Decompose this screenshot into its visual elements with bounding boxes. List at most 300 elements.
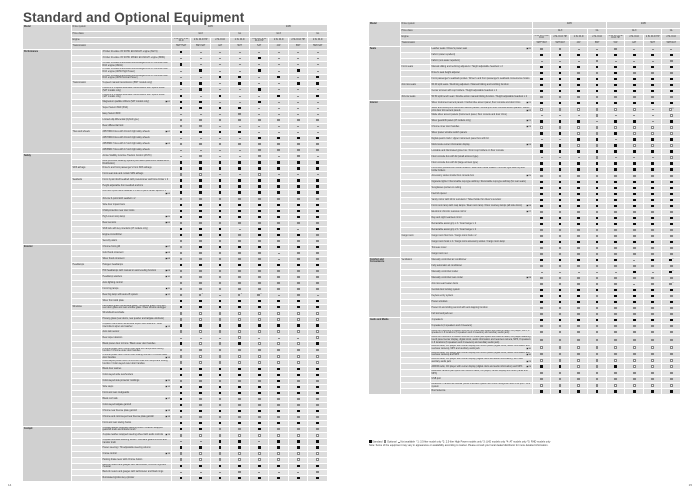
item-text: 5-speed manual transmission (5MT models only) <box>102 82 153 85</box>
optional-mark-icon <box>316 234 319 237</box>
availability-cell <box>606 389 625 395</box>
optional-mark-icon <box>297 330 300 333</box>
optional-mark-icon <box>596 156 599 159</box>
standard-mark-icon <box>577 295 580 298</box>
not-available-mark-icon <box>297 64 299 65</box>
not-available-mark-icon <box>278 156 280 157</box>
item-text: Manually controlled rear cooler <box>431 276 463 279</box>
optional-mark-icon <box>316 149 319 152</box>
not-available-mark-icon <box>615 115 617 116</box>
item-text: Multi-mode center information display <box>431 144 470 147</box>
standard-mark-icon <box>316 185 319 188</box>
optional-mark-icon <box>540 211 543 214</box>
item-text: 50:50 split bench seat / Double action manual folding function / Height adjustable headrest x 2 <box>431 96 528 99</box>
optional-mark-icon <box>219 349 222 352</box>
optional-mark-icon <box>670 114 673 117</box>
not-available-mark-icon <box>219 58 221 59</box>
item-text: 265/70R16 tires with 16-inch light alloy wheels <box>102 131 150 134</box>
standard-mark-icon <box>670 102 673 105</box>
item-text: Keyless entry system <box>431 294 454 297</box>
standard-mark-icon <box>540 150 543 153</box>
not-available-mark-icon <box>278 126 280 127</box>
not-available-mark-icon <box>633 260 635 261</box>
camera-ref-icon: ▣23 <box>526 126 531 129</box>
section-label: Comfort and Convenience <box>369 257 400 317</box>
standard-mark-icon <box>238 446 241 449</box>
standard-mark-icon <box>199 374 202 377</box>
item-text: Front room lamp with map lamps / Rear room lamp / Door courtesy lamps (all side doors) <box>431 204 523 207</box>
not-available-mark-icon <box>278 132 280 133</box>
optional-mark-icon <box>633 359 636 362</box>
standard-mark-icon <box>277 446 280 449</box>
optional-mark-icon <box>577 72 580 75</box>
standard-mark-icon <box>199 216 202 219</box>
not-available-mark-icon <box>297 77 299 78</box>
standard-mark-icon <box>199 264 202 267</box>
transmission-cell: 5AT <box>606 40 625 46</box>
optional-mark-icon <box>559 307 562 310</box>
standard-mark-icon <box>297 324 300 327</box>
optional-mark-icon <box>238 252 241 255</box>
optional-mark-icon <box>540 229 543 232</box>
drive-system-cell: 4WD <box>171 25 249 31</box>
camera-ref-icon: ▣16 <box>165 385 170 388</box>
optional-mark-icon <box>316 416 319 419</box>
optional-mark-icon <box>577 325 580 328</box>
optional-mark-icon <box>297 276 300 279</box>
optional-mark-icon <box>219 312 222 315</box>
optional-mark-icon <box>297 416 300 419</box>
item-text: Color-keyed side protector moldings <box>102 379 140 382</box>
optional-mark-icon <box>219 119 222 122</box>
item-text: 3-spoke leather-wrapped steering wheel / Leather-wrapped gearshift knob and transfer knob <box>102 426 163 432</box>
standard-mark-icon <box>258 368 261 371</box>
standard-mark-icon <box>596 138 599 141</box>
camera-ref-icon: ▣10 <box>165 275 170 278</box>
optional-mark-icon <box>633 277 636 280</box>
optional-mark-icon <box>180 416 183 419</box>
optional-mark-icon <box>180 125 183 128</box>
optional-mark-icon <box>614 175 617 178</box>
standard-mark-icon <box>596 319 599 322</box>
optional-mark-icon <box>258 119 261 122</box>
standard-mark-icon <box>258 234 261 237</box>
standard-mark-icon <box>614 162 617 165</box>
optional-mark-icon <box>316 276 319 279</box>
standard-mark-icon <box>651 199 654 202</box>
standard-mark-icon <box>238 204 241 207</box>
standard-mark-icon <box>238 191 241 194</box>
not-available-mark-icon <box>180 89 182 90</box>
optional-mark-icon <box>577 126 580 129</box>
standard-mark-icon <box>651 168 654 171</box>
transmission-label: Transmission <box>71 43 171 49</box>
optional-mark-icon <box>258 318 261 321</box>
optional-mark-icon <box>540 108 543 111</box>
not-available-mark-icon <box>180 114 182 115</box>
standard-mark-icon <box>180 422 183 425</box>
item-text: Auto rain sensor <box>102 330 120 333</box>
standard-mark-icon <box>596 162 599 165</box>
optional-mark-icon <box>651 72 654 75</box>
standard-mark-icon <box>559 84 562 87</box>
item-text: Rear differential lock <box>102 125 124 128</box>
standard-mark-icon <box>651 66 654 69</box>
not-available-mark-icon <box>278 253 280 254</box>
optional-mark-icon <box>651 353 654 356</box>
standard-mark-icon <box>316 300 319 303</box>
optional-mark-icon <box>277 342 280 345</box>
optional-mark-icon <box>577 283 580 286</box>
optional-mark-icon <box>238 404 241 407</box>
standard-mark-icon <box>633 241 636 244</box>
standard-mark-icon <box>540 168 543 171</box>
optional-mark-icon <box>277 222 280 225</box>
optional-mark-icon <box>614 359 617 362</box>
standard-mark-icon <box>651 78 654 81</box>
standard-mark-icon <box>596 199 599 202</box>
standard-mark-icon <box>633 90 636 93</box>
standard-mark-icon <box>633 295 636 298</box>
subgroup-label: Tires and wheels <box>71 129 101 135</box>
standard-mark-icon <box>180 131 183 134</box>
standard-mark-icon <box>577 289 580 292</box>
optional-mark-icon <box>199 276 202 279</box>
optional-mark-icon <box>651 235 654 238</box>
camera-ref-icon: ▣20 <box>526 48 531 51</box>
optional-mark-icon <box>540 265 543 268</box>
optional-mark-icon <box>297 222 300 225</box>
standard-mark-icon <box>559 365 562 368</box>
standard-mark-icon <box>316 477 319 480</box>
optional-mark-icon <box>277 119 280 122</box>
availability-cell <box>249 476 269 482</box>
table-row <box>369 389 681 395</box>
item-text: 3rd-row 3-point ELR seatbelt x 2 <box>102 197 136 200</box>
optional-mark-icon <box>199 361 202 364</box>
standard-mark-icon <box>277 185 280 188</box>
optional-mark-icon <box>670 229 673 232</box>
item-text: Shift lock with key interlock (AT models only) <box>102 227 148 230</box>
standard-mark-icon <box>596 181 599 184</box>
optional-mark-icon <box>614 108 617 111</box>
standard-mark-icon <box>633 205 636 208</box>
standard-mark-icon <box>316 216 319 219</box>
optional-mark-icon <box>633 331 636 334</box>
not-available-mark-icon <box>278 52 280 53</box>
not-available-mark-icon <box>559 115 561 116</box>
optional-mark-icon <box>258 398 261 401</box>
optional-mark-icon <box>559 126 562 129</box>
optional-mark-icon <box>258 452 261 455</box>
item-text: Leather seats / Driver's power seat <box>431 48 467 51</box>
optional-mark-icon <box>633 353 636 356</box>
standard-mark-icon <box>277 386 280 389</box>
standard-mark-icon <box>180 428 183 431</box>
standard-mark-icon <box>199 386 202 389</box>
transmission-cell: 5MT/4AT <box>551 40 570 46</box>
standard-mark-icon <box>614 144 617 147</box>
optional-mark-icon <box>277 318 280 321</box>
standard-mark-icon <box>258 204 261 207</box>
item-text: Rear wiper deletion <box>102 336 123 339</box>
optional-mark-icon <box>559 253 562 256</box>
item-text: Floor console box with lid (small armrest type) <box>431 156 479 159</box>
optional-mark-icon <box>596 359 599 362</box>
camera-ref-icon: ▣02 <box>165 131 170 134</box>
standard-mark-icon <box>577 205 580 208</box>
optional-mark-icon <box>277 434 280 437</box>
engine-cell: 2.5L DI-D <box>269 37 289 43</box>
optional-mark-icon <box>297 240 300 243</box>
not-available-mark-icon <box>670 49 672 50</box>
optional-mark-icon <box>316 198 319 201</box>
optional-mark-icon <box>614 283 617 286</box>
standard-mark-icon <box>614 365 617 368</box>
item-text: Privacy glass (rear doors, rear quarter and tailgate windows) <box>102 318 164 321</box>
not-available-mark-icon <box>652 109 654 110</box>
standard-mark-icon <box>219 446 222 449</box>
optional-mark-icon <box>651 346 654 349</box>
optional-mark-icon <box>651 132 654 135</box>
standard-mark-icon <box>277 179 280 182</box>
standard-mark-icon <box>540 205 543 208</box>
optional-mark-icon <box>651 247 654 250</box>
standard-mark-icon <box>670 150 673 153</box>
optional-mark-icon <box>297 252 300 255</box>
optional-mark-icon <box>238 361 241 364</box>
optional-mark-icon <box>219 416 222 419</box>
optional-mark-icon <box>297 258 300 261</box>
optional-mark-icon <box>238 276 241 279</box>
standard-mark-icon <box>614 295 617 298</box>
standard-mark-icon <box>596 259 599 262</box>
optional-mark-icon <box>577 353 580 356</box>
standard-mark-icon <box>297 374 300 377</box>
item-text: High-mount stop lamp <box>102 215 125 218</box>
price-label: Price class <box>71 31 171 37</box>
engine-label: Engine <box>71 37 171 43</box>
engine-cell: 2.5L DI-D HP <box>551 34 570 40</box>
not-available-mark-icon <box>317 52 319 53</box>
standard-mark-icon <box>238 76 241 79</box>
standard-mark-icon <box>670 193 673 196</box>
standard-mark-icon <box>258 324 261 327</box>
item-text: Fabric (non-water repellent) <box>431 60 460 63</box>
standard-mark-icon <box>651 162 654 165</box>
optional-mark-icon <box>277 282 280 285</box>
not-available-mark-icon <box>541 61 543 62</box>
standard-mark-icon <box>277 380 280 383</box>
optional-mark-icon <box>199 143 202 146</box>
standard-mark-icon <box>277 228 280 231</box>
table-row <box>369 336 681 345</box>
optional-mark-icon <box>651 339 654 342</box>
standard-mark-icon <box>199 234 202 237</box>
camera-ref-icon: ▣08 <box>165 251 170 254</box>
not-available-mark-icon <box>239 102 241 103</box>
engine-cell: 2.5L DI-D HP <box>643 34 662 40</box>
standard-mark-icon <box>651 181 654 184</box>
optional-mark-icon <box>596 325 599 328</box>
standard-mark-icon <box>670 168 673 171</box>
not-available-mark-icon <box>615 61 617 62</box>
section-label: Performance <box>23 49 71 153</box>
item-text: USB port <box>431 378 441 380</box>
item-text: Side steps <box>102 385 114 388</box>
optional-mark-icon <box>199 222 202 225</box>
standard-mark-icon <box>180 216 183 219</box>
optional-mark-icon <box>596 211 599 214</box>
optional-mark-icon <box>596 132 599 135</box>
standard-mark-icon <box>316 392 319 395</box>
optional-mark-icon <box>258 349 261 352</box>
price-class-cell: GL <box>662 28 681 34</box>
optional-mark-icon <box>559 283 562 286</box>
standard-mark-icon <box>277 440 280 443</box>
standard-mark-icon <box>614 102 617 105</box>
optional-mark-icon <box>297 452 300 455</box>
not-available-mark-icon <box>200 138 202 139</box>
not-available-mark-icon <box>200 114 202 115</box>
optional-mark-icon <box>219 361 222 364</box>
camera-ref-icon: ▣12 <box>165 293 170 296</box>
standard-mark-icon <box>238 440 241 443</box>
optional-mark-icon <box>577 365 580 368</box>
optional-mark-icon <box>614 96 617 99</box>
item-text: Fabric (water repellent) <box>431 54 456 57</box>
item-text: Cargo room hook x 4 / Cargo room accessory socket / Cargo room lamp <box>431 240 505 243</box>
standard-mark-icon <box>219 191 222 194</box>
optional-mark-icon <box>180 380 183 383</box>
optional-mark-icon <box>614 313 617 316</box>
optional-mark-icon <box>277 458 280 461</box>
item-text: Chrome rear license plate garnish <box>102 409 137 412</box>
not-available-mark-icon <box>317 114 319 115</box>
standard-mark-icon <box>238 368 241 371</box>
standard-mark-icon <box>238 161 241 164</box>
standard-mark-icon <box>577 187 580 190</box>
not-available-mark-icon <box>278 472 280 473</box>
optional-mark-icon <box>219 222 222 225</box>
optional-mark-icon <box>258 288 261 291</box>
item-text: Headlamp washers <box>102 275 123 278</box>
optional-mark-icon <box>219 282 222 285</box>
standard-mark-icon <box>277 264 280 267</box>
standard-mark-icon <box>277 95 280 98</box>
standard-mark-icon <box>316 179 319 182</box>
standard-mark-icon <box>316 465 319 468</box>
optional-mark-icon <box>596 339 599 342</box>
standard-mark-icon <box>540 102 543 105</box>
not-available-mark-icon <box>180 77 182 78</box>
standard-mark-icon <box>651 187 654 190</box>
not-available-mark-icon <box>559 61 561 62</box>
standard-mark-icon <box>238 392 241 395</box>
optional-mark-icon <box>297 458 300 461</box>
optional-mark-icon <box>219 342 222 345</box>
standard-mark-icon <box>316 306 319 309</box>
standard-mark-icon <box>180 306 183 309</box>
item-text: 3-spoke leather-wrapped steering wheel with audio controls <box>102 434 164 437</box>
standard-mark-icon <box>199 179 202 182</box>
optional-mark-icon <box>559 353 562 356</box>
not-available-mark-icon <box>317 108 319 109</box>
standard-mark-icon <box>540 241 543 244</box>
optional-mark-icon <box>651 372 654 375</box>
availability-cell <box>643 389 662 395</box>
optional-mark-icon <box>238 355 241 358</box>
standard-mark-icon <box>238 82 241 85</box>
standard-mark-icon <box>297 191 300 194</box>
optional-mark-icon <box>258 404 261 407</box>
not-available-mark-icon <box>239 52 241 53</box>
optional-mark-icon <box>614 253 617 256</box>
optional-mark-icon <box>316 330 319 333</box>
optional-mark-icon <box>297 428 300 431</box>
optional-mark-icon <box>614 325 617 328</box>
optional-mark-icon <box>577 331 580 334</box>
optional-mark-icon <box>277 361 280 364</box>
standard-mark-icon <box>633 54 636 57</box>
optional-mark-icon <box>633 339 636 342</box>
optional-mark-icon <box>199 355 202 358</box>
not-available-mark-icon <box>541 115 543 116</box>
not-available-mark-icon <box>258 472 260 473</box>
engine-cell: 3.5L V6 / 3.2L DI-D <box>532 34 551 40</box>
standard-mark-icon <box>219 167 222 170</box>
optional-mark-icon <box>277 240 280 243</box>
standard-mark-icon <box>559 259 562 262</box>
standard-mark-icon <box>219 228 222 231</box>
not-available-mark-icon <box>200 96 202 97</box>
price-class-cell: GL <box>308 31 328 37</box>
optional-mark-icon <box>670 96 673 99</box>
price-label: Price class <box>400 28 532 34</box>
optional-mark-icon <box>297 349 300 352</box>
standard-mark-icon <box>577 301 580 304</box>
optional-mark-icon <box>540 307 543 310</box>
price-class-cell: GLX <box>606 28 662 34</box>
section-label: Interior <box>369 100 400 257</box>
standard-mark-icon <box>277 234 280 237</box>
camera-ref-icon: ▣07 <box>165 245 170 248</box>
optional-mark-icon <box>238 119 241 122</box>
standard-mark-icon <box>316 137 319 140</box>
standard-mark-icon <box>316 368 319 371</box>
item-text: INVECS-II 5-speed automatic transmission with Sports Mode (5AT models only) <box>102 87 165 92</box>
not-available-mark-icon <box>317 64 319 65</box>
standard-mark-icon <box>633 199 636 202</box>
not-available-mark-icon <box>278 102 280 103</box>
optional-mark-icon <box>199 458 202 461</box>
not-available-icon <box>398 442 400 443</box>
standard-mark-icon <box>180 191 183 194</box>
item-text: INVECS-II 4-speed automatic transmission with Sports Mode (4AT models only) <box>102 93 165 99</box>
standard-mark-icon <box>258 216 261 219</box>
item-text: Security alarm <box>102 239 118 242</box>
optional-mark-icon <box>258 312 261 315</box>
camera-ref-icon: ▣09 <box>165 269 170 272</box>
optional-mark-icon <box>633 144 636 147</box>
optional-mark-icon <box>596 307 599 310</box>
camera-ref-icon: ▣26 <box>526 204 531 207</box>
optional-mark-icon <box>316 471 319 474</box>
optional-mark-icon <box>670 313 673 316</box>
optional-mark-icon <box>199 240 202 243</box>
optional-mark-icon <box>258 282 261 285</box>
standard-mark-icon <box>559 132 562 135</box>
